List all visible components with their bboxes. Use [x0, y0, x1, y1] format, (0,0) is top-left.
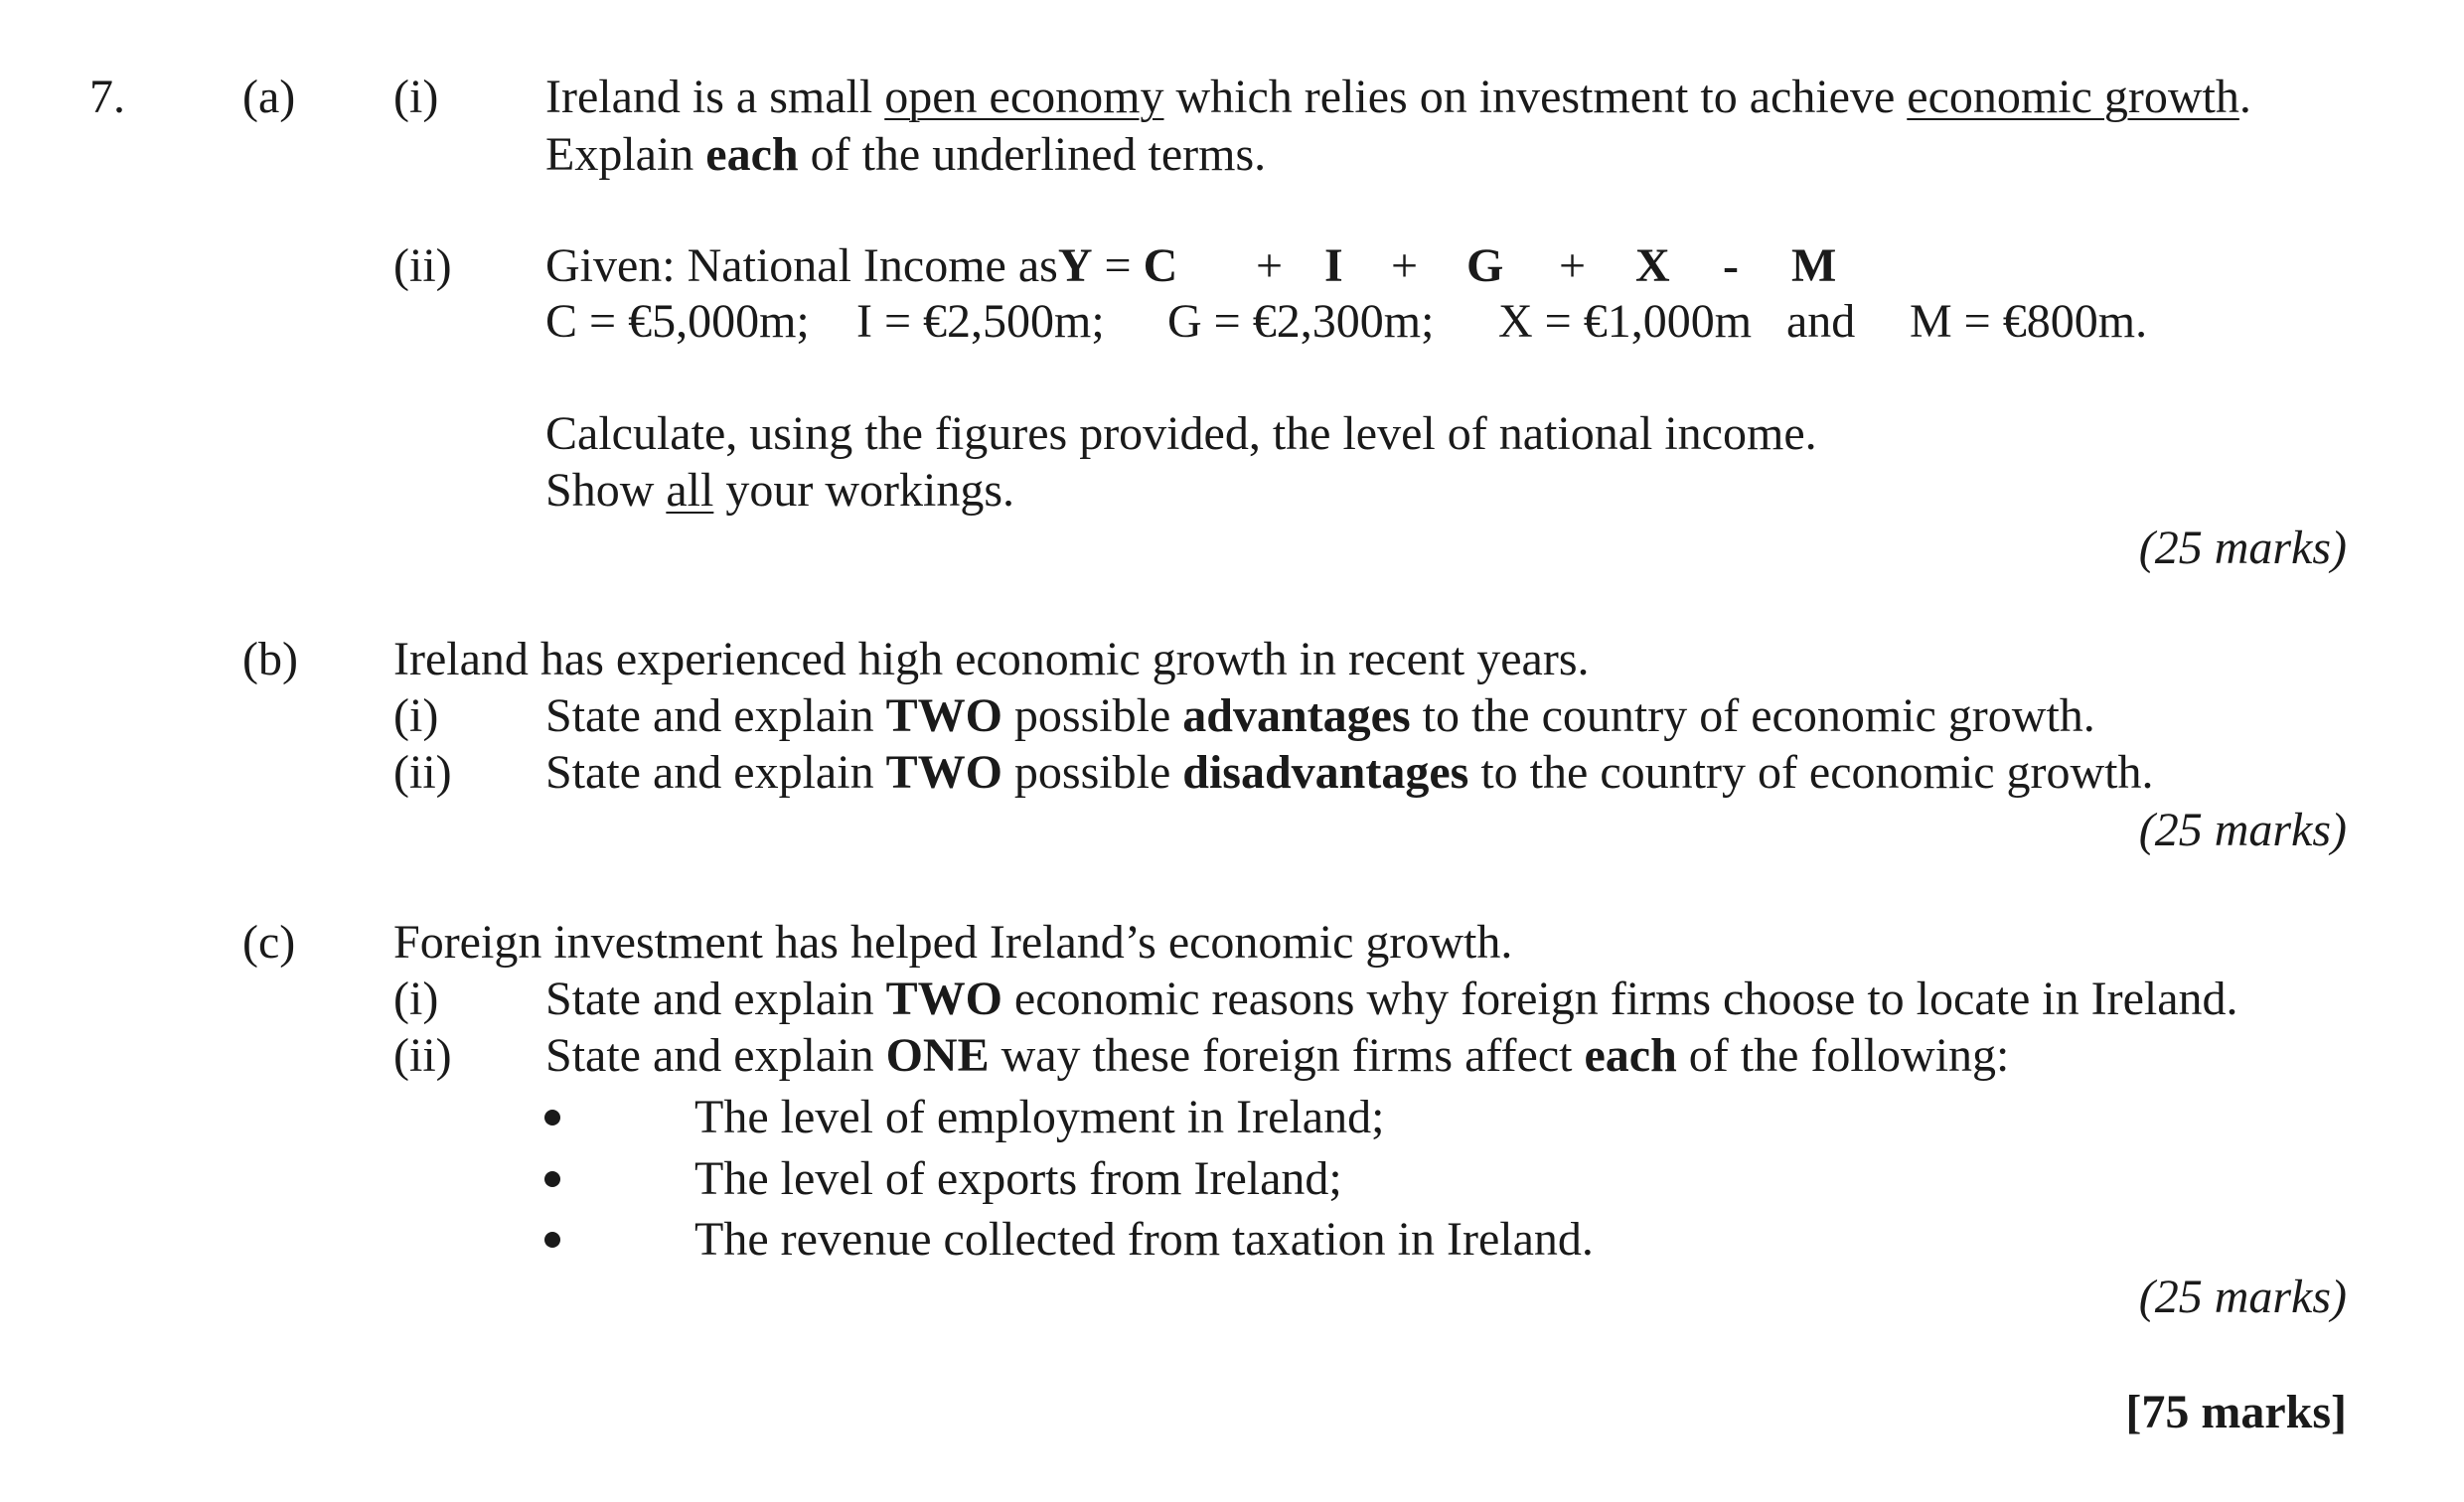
part-b-ii-bold1: TWO [885, 746, 1002, 799]
part-b-i-mid: possible [1001, 689, 1183, 742]
part-c-ii-mid: way these foreign firms affect [989, 1029, 1585, 1082]
part-a-ii-calculate: Calculate, using the figures provided, the level of national income. [545, 407, 1817, 460]
part-c-ii-label: (ii) [393, 1029, 452, 1082]
part-c-ii-bold2: each [1584, 1029, 1677, 1082]
part-a-label: (a) [242, 71, 296, 123]
bullet-item-employment: The level of employment in Ireland; [694, 1091, 1385, 1143]
value-x: X = €1,000m [1498, 295, 1753, 348]
bullet-item-taxation: The revenue collected from taxation in Ireland. [694, 1213, 1594, 1266]
equation-y: Y [1057, 239, 1093, 292]
part-c-marks: (25 marks) [2138, 1271, 2347, 1323]
equation-plus-2: + [1391, 239, 1419, 292]
national-income-equation [545, 239, 1178, 292]
value-c: C = €5,000m; [545, 295, 810, 348]
value-and: and [1786, 295, 1856, 348]
part-a-i-line2-pre: Explain [545, 128, 706, 181]
equation-plus-1: + [1256, 239, 1284, 292]
part-b-ii-mid: possible [1001, 746, 1183, 799]
show-pre: Show [545, 464, 667, 517]
part-b-i-text [545, 689, 2095, 742]
equation-m: M [1791, 239, 1837, 292]
part-a-i-line2-bold: each [705, 128, 799, 181]
equation-plus-3: + [1559, 239, 1587, 292]
part-c-ii-post: of the following: [1676, 1029, 2010, 1082]
part-a-i-label: (i) [393, 71, 439, 123]
part-b-i-pre: State and explain [545, 689, 886, 742]
bullet-icon [544, 1232, 560, 1248]
part-c-i-pre: State and explain [545, 973, 886, 1025]
part-c-i-text [545, 973, 2238, 1025]
value-g: G = €2,300m; [1167, 295, 1435, 348]
part-b-i-post: to the country of economic growth. [1410, 689, 2095, 742]
part-a-i-line1-pre: Ireland is a small [545, 71, 885, 123]
value-i: I = €2,500m; [856, 295, 1105, 348]
part-c-i-bold1: TWO [885, 973, 1002, 1025]
part-a-i-line2-post: of the underlined terms. [798, 128, 1267, 181]
part-b-ii-pre: State and explain [545, 746, 886, 799]
equation-given-text: Given: National Income as [545, 239, 1058, 292]
part-a-i-line1-mid: which relies on investment to achieve [1163, 71, 1908, 123]
value-m: M = €800m. [1910, 295, 2148, 348]
part-a-ii-show-workings [545, 464, 1014, 517]
equation-c: C [1143, 239, 1178, 292]
equation-i: I [1324, 239, 1343, 292]
part-a-i-line1-end: . [2238, 71, 2251, 123]
term-economic-growth: economic growth [1907, 71, 2239, 123]
part-b-label: (b) [242, 633, 298, 685]
part-c-label: (c) [242, 916, 296, 969]
total-marks: [75 marks] [2125, 1386, 2347, 1438]
part-b-i-bold1: TWO [885, 689, 1002, 742]
part-b-intro: Ireland has experienced high economic growth in recent years. [393, 633, 1590, 685]
equation-g: G [1466, 239, 1504, 292]
bullet-icon [544, 1171, 560, 1187]
part-b-ii-label: (ii) [393, 746, 452, 799]
bullet-icon [544, 1110, 560, 1126]
part-c-ii-bold1: ONE [885, 1029, 990, 1082]
part-b-ii-post: to the country of economic growth. [1468, 746, 2154, 799]
equation-equals: = [1104, 239, 1132, 292]
part-a-i-line1 [545, 71, 2251, 123]
bullet-item-exports: The level of exports from Ireland; [694, 1152, 1342, 1205]
part-b-ii-bold2: disadvantages [1182, 746, 1469, 799]
part-c-i-label: (i) [393, 973, 439, 1025]
part-b-ii-text [545, 746, 2154, 799]
show-all-underlined: all [666, 464, 714, 517]
part-b-i-label: (i) [393, 689, 439, 742]
part-c-intro: Foreign investment has helped Ireland’s economic growth. [393, 916, 1513, 969]
term-open-economy: open economy [884, 71, 1164, 123]
part-c-ii-pre: State and explain [545, 1029, 886, 1082]
part-a-ii-label: (ii) [393, 239, 452, 292]
part-b-i-bold2: advantages [1182, 689, 1411, 742]
show-post: your workings. [713, 464, 1014, 517]
part-c-ii-text [545, 1029, 2010, 1082]
part-b-marks: (25 marks) [2138, 804, 2347, 856]
part-a-i-line2 [545, 128, 1267, 181]
part-a-marks: (25 marks) [2138, 522, 2347, 574]
part-c-i-post: economic reasons why foreign firms choose to locate in Ireland. [1001, 973, 2238, 1025]
question-number: 7. [89, 71, 125, 123]
equation-minus: - [1723, 239, 1739, 292]
equation-x: X [1635, 239, 1670, 292]
